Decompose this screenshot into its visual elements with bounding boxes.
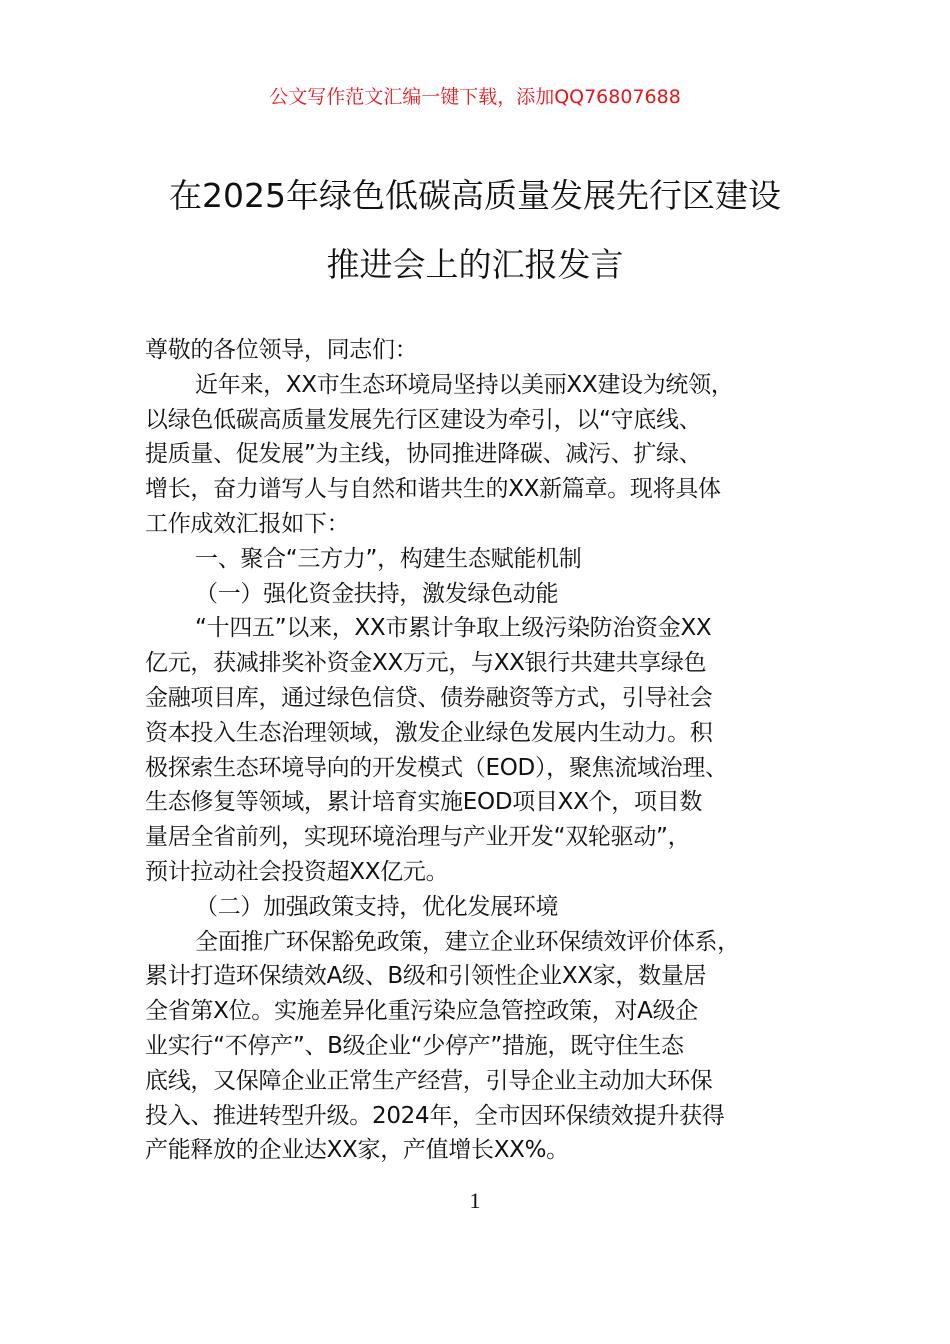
text-line: 产能释放的企业达XX家，产值增长XX%。 (145, 1137, 569, 1164)
text-line: 生态修复等领域，累计培育实施EOD项目XX个，项目数 (145, 789, 703, 816)
document-body (145, 333, 835, 1168)
document-title-line-1: 在2025年绿色低碳高质量发展先行区建设 (169, 176, 781, 215)
text-line: 近年来，XX市生态环境局坚持以美丽XX建设为统领， (195, 371, 734, 398)
text-line: 投入、推进转型升级。2024年，全市因环保绩效提升获得 (145, 1102, 725, 1129)
text-line: “十四五”以来，XX市累计争取上级污染防治资金XX (195, 615, 712, 642)
text-line: （一）强化资金扶持，激发绿色动能 (195, 580, 559, 607)
text-line: 工作成效汇报如下： (145, 510, 350, 537)
text-line: 业实行“不停产”、B级企业“少停产”措施，既守住生态 (145, 1032, 684, 1059)
text-line: 预计拉动社会投资超XX亿元。 (145, 858, 449, 885)
text-line: 提质量、促发展”为主线，协同推进降碳、减污、扩绿、 (145, 441, 702, 468)
text-line: 资本投入生态治理领域，激发企业绿色发展内生动力。积 (145, 719, 713, 746)
download-notice: 公文写作范文汇编一键下载，添加QQ76807688 (269, 86, 681, 108)
text-line: 全面推广环保豁免政策，建立企业环保绩效评价体系， (195, 928, 740, 955)
text-line: （二）加强政策支持，优化发展环境 (195, 893, 559, 920)
text-line: 增长，奋力谱写人与自然和谐共生的XX新篇章。现将具体 (145, 476, 721, 503)
text-line: 全省第X位。实施差异化重污染应急管控政策，对A级企 (145, 998, 698, 1025)
text-line: 极探索生态环境导向的开发模式（EOD），聚焦流域治理、 (145, 754, 728, 781)
page-number: 1 (469, 1188, 481, 1213)
text-line: 底线，又保障企业正常生产经营，引导企业主动加大环保 (145, 1067, 713, 1094)
text-line: 一、聚合“三方力”，构建生态赋能机制 (195, 545, 582, 572)
document-title-line-2: 推进会上的汇报发言 (326, 245, 624, 284)
text-line: 金融项目库，通过绿色信贷、债券融资等方式，引导社会 (145, 684, 713, 711)
text-line: 累计打造环保绩效A级、B级和引领性企业XX家，数量居 (145, 963, 707, 990)
text-line: 量居全省前列，实现环境治理与产业开发“双轮驱动”， (145, 824, 691, 851)
text-line: 以绿色低碳高质量发展先行区建设为牵引，以“守底线、 (145, 406, 702, 433)
text-line: 尊敬的各位领导，同志们： (145, 337, 418, 363)
text-line: 亿元，获减排奖补资金XX万元，与XX银行共建共享绿色 (145, 650, 707, 677)
